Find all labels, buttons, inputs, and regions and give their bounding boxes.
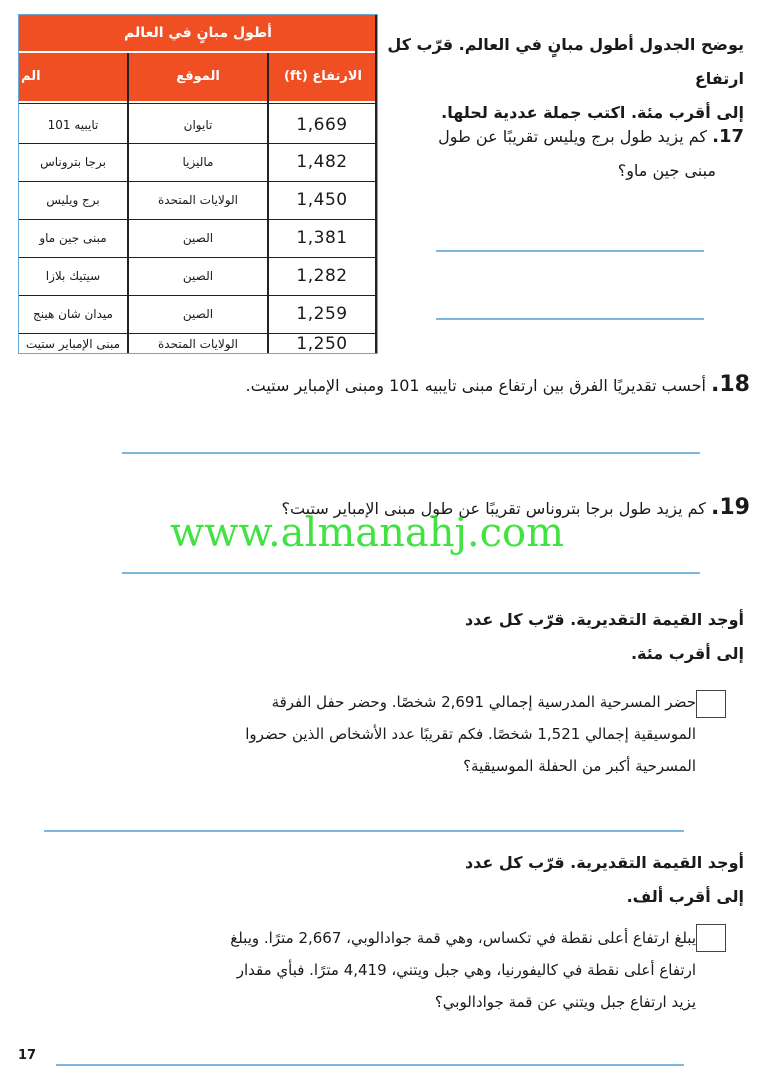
question-number: 17. — [712, 126, 744, 147]
table-cell-building: سيتيك بلازا — [45, 269, 101, 283]
intro-line: إلى أقرب مئة. اكتب جملة عددية لحلها. — [441, 103, 744, 122]
table-cell-height: 1,282 — [296, 266, 348, 286]
table-cell-building: برجا بتروناس — [40, 155, 106, 169]
table-cell-height: 1,669 — [296, 115, 348, 135]
checkbox[interactable] — [696, 924, 726, 952]
table-cell-location: الصين — [182, 307, 214, 321]
answer-line[interactable] — [436, 250, 704, 252]
table-cell-height: 1,450 — [296, 190, 348, 210]
table-cell-location: ماليزيا — [182, 155, 214, 169]
intro-line: يوضح الجدول أطول مبانٍ في العالم. قرّب كل ارتفاع — [387, 35, 744, 88]
paragraph-line: الموسيقية إجمالي 1,521 شخصًا. فكم تقريبًا عدد الأشخاص الذين حضروا — [245, 725, 696, 743]
buildings-table — [18, 14, 378, 354]
section-heading-line: أوجد القيمة التقديرية. قرّب كل عدد — [464, 853, 744, 872]
section-heading-line: إلى أقرب ألف. — [626, 887, 744, 906]
table-cell-height: 1,259 — [296, 304, 348, 324]
table-cell-building: ميدان شان هينج — [33, 307, 113, 321]
page-number: 17 — [18, 1048, 37, 1063]
question-text: مبنى جين ماو؟ — [617, 161, 716, 180]
paragraph-line: يزيد ارتفاع جبل ويتني عن قمة جوادالوبي؟ — [434, 993, 696, 1011]
header-height: الارتفاع (ft) — [269, 53, 377, 101]
section-heading-line: إلى أقرب مئة. — [630, 644, 744, 663]
table-cell-height: 1,381 — [296, 228, 348, 248]
answer-line[interactable] — [122, 452, 700, 454]
table-cell-location: تايوان — [183, 118, 213, 132]
table-cell-building: برج ويليس — [46, 193, 100, 207]
table-cell-building: تايبيه 101 — [47, 118, 99, 132]
intro-instructions — [384, 28, 744, 130]
answer-line[interactable] — [122, 572, 700, 574]
paragraph-line: حضر المسرحية المدرسية إجمالي 2,691 شخصًا. وحضر حفل الفرقة — [271, 693, 696, 711]
question-18 — [60, 372, 750, 397]
problem-paragraph — [36, 686, 696, 782]
table-cell-location: الولايات المتحدة — [157, 337, 239, 351]
question-17 — [424, 120, 744, 188]
section-heading-line: أوجد القيمة التقديرية. قرّب كل عدد — [464, 610, 744, 629]
table-cell-height: 1,250 — [296, 334, 348, 354]
question-text: كم يزيد طول برجا بتروناس تقريبًا عن طول مبنى الإمباير ستيت؟ — [281, 499, 706, 518]
table-cell-height: 1,482 — [296, 152, 348, 172]
table-cell-location: الصين — [182, 269, 214, 283]
paragraph-line: يبلغ ارتفاع أعلى نقطة في تكساس، وهي قمة جوادالوبي، 2,667 مترًا. ويبلغ — [230, 929, 696, 947]
question-text: كم يزيد طول برج ويليس تقريبًا عن طول — [438, 127, 707, 146]
paragraph-line: المسرحية أكبر من الحفلة الموسيقية؟ — [463, 757, 696, 775]
section-heading — [244, 846, 744, 914]
table-cell-location: الصين — [182, 231, 214, 245]
watermark: www.almanahj.com — [170, 510, 565, 556]
header-building: الم — [19, 53, 129, 101]
answer-line[interactable] — [44, 830, 684, 832]
checkbox[interactable] — [696, 690, 726, 718]
question-text: أحسب تقديريًا الفرق بين ارتفاع مبنى تايبيه 101 ومبنى الإمباير ستيت. — [245, 376, 706, 395]
paragraph-line: ارتفاع أعلى نقطة في كاليفورنيا، وهي جبل ويتني، 4,419 مترًا. فبأي مقدار — [236, 961, 696, 979]
question-number: 19. — [711, 495, 750, 520]
problem-paragraph — [36, 922, 696, 1018]
question-number: 18. — [711, 372, 750, 397]
table-cell-location: الولايات المتحدة — [157, 193, 239, 207]
answer-line[interactable] — [56, 1064, 684, 1066]
header-location: الموقع — [129, 53, 267, 101]
table-cell-building: مبنى جين ماو — [39, 231, 107, 245]
answer-line[interactable] — [436, 318, 704, 320]
table-title: أطول مبانٍ في العالم — [19, 15, 377, 51]
table-cell-building: مبنى الإمباير ستيت — [25, 337, 121, 351]
section-heading — [244, 603, 744, 671]
